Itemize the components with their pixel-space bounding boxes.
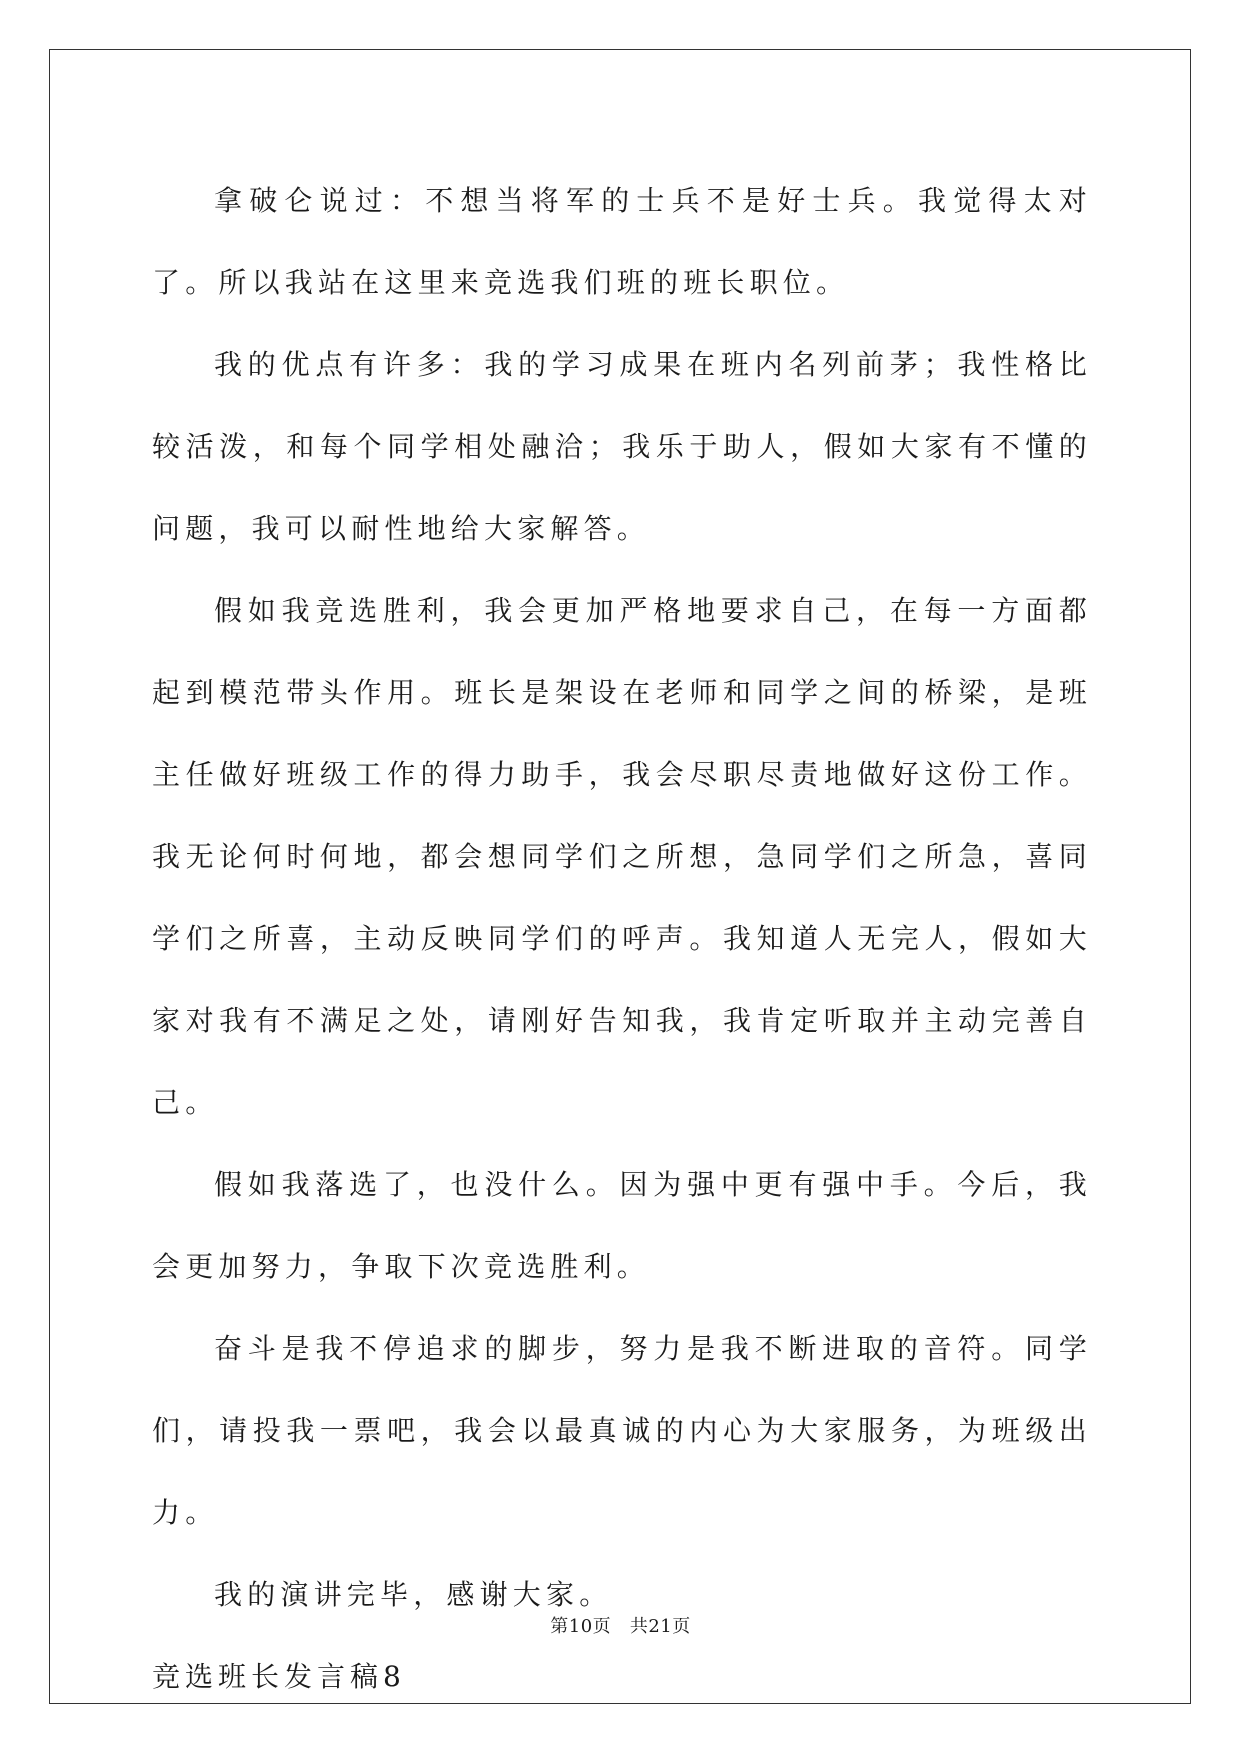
paragraph: 假如我竞选胜利，我会更加严格地要求自己，在每一方面都起到模范带头作用。班长是架设在老师和同学之间的桥梁，是班主任做好班级工作的得力助手，我会尽职尽责地做好这份工作。我无论何时何地，都会想同学们之所想，急同学们之所急，喜同学们之所喜，主动反映同学们的呼声。我知道人无完人，假如大家对我有不满足之处，请刚好告知我，我肯定听取并主动完善自己。 (152, 594, 1092, 1119)
paragraph: 我的优点有许多：我的学习成果在班内名列前茅；我性格比较活泼，和每个同学相处融洽；我乐于助人，假如大家有不懂的问题，我可以耐性地给大家解答。 (152, 348, 1092, 545)
page-footer (0, 1612, 1241, 1638)
paragraph: 奋斗是我不停追求的脚步，努力是我不断进取的音符。同学们，请投我一票吧，我会以最真诚的内心为大家服务，为班级出力。 (152, 1332, 1092, 1529)
total-pages: 共21页 (629, 1616, 691, 1637)
paragraph: 我的演讲完毕，感谢大家。 (214, 1578, 613, 1611)
paragraph: 假如我落选了，也没什么。因为强中更有强中手。今后，我会更加努力，争取下次竞选胜利。 (152, 1168, 1092, 1283)
paragraph: 拿破仑说过：不想当将军的士兵不是好士兵。我觉得太对了。所以我站在这里来竞选我们班的班长职位。 (152, 184, 1092, 299)
page-number: 第10页 (550, 1616, 612, 1637)
section-heading: 竞选班长发言稿8 (152, 1660, 406, 1693)
document-body (152, 160, 1092, 1718)
